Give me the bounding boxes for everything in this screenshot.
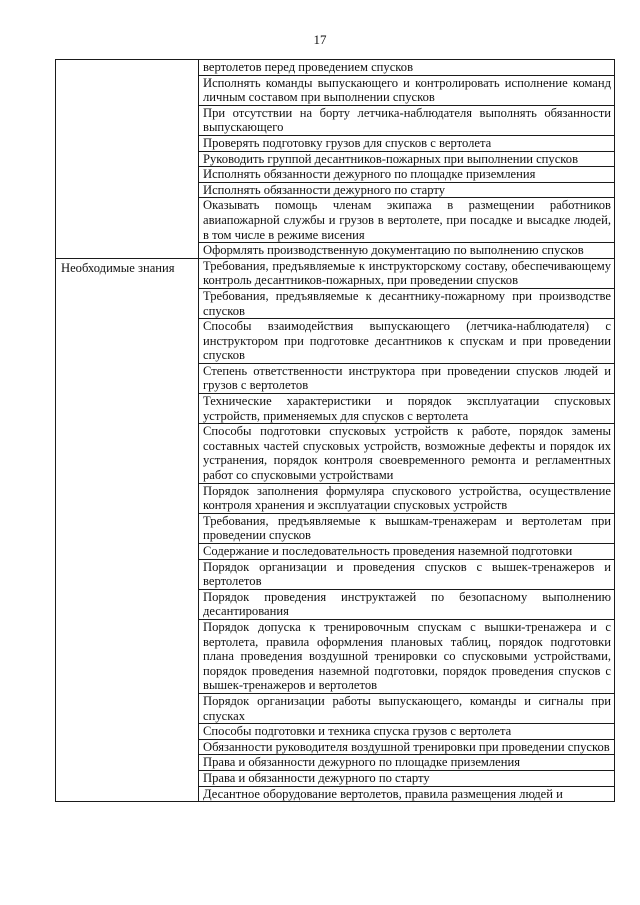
section-label: Необходимые знания bbox=[56, 258, 199, 801]
table-cell: Исполнять команды выпускающего и контролировать исполнение команд личным составом при выполнении спусков bbox=[199, 75, 615, 105]
table-cell: Технические характеристики и порядок эксплуатации спусковых устройств, применяемых для спусков с вертолета bbox=[199, 394, 615, 424]
table-cell: Порядок заполнения формуляра спускового устройства, осуществление контроля хранения и эксплуатации спусковых устройств bbox=[199, 483, 615, 513]
table-cell: При отсутствии на борту летчика-наблюдателя выполнять обязанности выпускающего bbox=[199, 105, 615, 135]
qualification-table bbox=[55, 59, 615, 802]
table-body bbox=[56, 60, 615, 802]
table-cell: Порядок организации и проведения спусков с вышек-тренажеров и вертолетов bbox=[199, 559, 615, 589]
table-cell: Содержание и последовательность проведения наземной подготовки bbox=[199, 544, 615, 560]
table-cell: Порядок организации работы выпускающего, команды и сигналы при спусках bbox=[199, 693, 615, 723]
table-cell: Способы подготовки и техника спуска грузов с вертолета bbox=[199, 724, 615, 740]
table-cell: Требования, предъявляемые к десантнику-пожарному при производстве спусков bbox=[199, 288, 615, 318]
table-cell: Требования, предъявляемые к вышкам-тренажерам и вертолетам при проведении спусков bbox=[199, 513, 615, 543]
table-cell: Исполнять обязанности дежурного по старту bbox=[199, 182, 615, 198]
table-cell: вертолетов перед проведением спусков bbox=[199, 60, 615, 76]
table-cell: Десантное оборудование вертолетов, правила размещения людей и bbox=[199, 786, 615, 802]
table-cell: Проверять подготовку грузов для спусков с вертолета bbox=[199, 135, 615, 151]
table-cell: Исполнять обязанности дежурного по площадке приземления bbox=[199, 167, 615, 183]
table-cell: Права и обязанности дежурного по старту bbox=[199, 770, 615, 786]
table-cell: Степень ответственности инструктора при проведении спусков людей и грузов с вертолетов bbox=[199, 363, 615, 393]
table-cell: Права и обязанности дежурного по площадке приземления bbox=[199, 755, 615, 771]
table-cell: Руководить группой десантников-пожарных при выполнении спусков bbox=[199, 151, 615, 167]
section-label bbox=[56, 60, 199, 259]
table-row bbox=[56, 258, 615, 288]
table-cell: Требования, предъявляемые к инструкторскому составу, обеспечивающему контроль десантников-пожарных, при проведении спусков bbox=[199, 258, 615, 288]
table-cell: Обязанности руководителя воздушной тренировки при проведении спусков bbox=[199, 739, 615, 755]
table-cell: Способы подготовки спусковых устройств к работе, порядок замены составных частей спусковых устройств, возможные дефекты и порядок их устранения, порядок контроля своевременного ремонта и регламентных работ со спусковыми устройствами bbox=[199, 424, 615, 483]
page-number: 17 bbox=[313, 32, 327, 47]
table-cell: Оказывать помощь членам экипажа в размещении работников авиапожарной службы и грузов в вертолете, при посадке и высадке людей, в том числе в режиме висения bbox=[199, 198, 615, 243]
table-row bbox=[56, 60, 615, 76]
table-cell: Порядок допуска к тренировочным спускам с вышки-тренажера и с вертолета, правила оформления плановых таблиц, порядок подготовки плана проведения воздушной тренировки со спусковыми устройствами, порядок проведения наземной подготовки, порядок проведения спусков с вышек-тренажеров и вертолетов bbox=[199, 619, 615, 693]
table-cell: Порядок проведения инструктажей по безопасному выполнению десантирования bbox=[199, 589, 615, 619]
table-cell: Способы взаимодействия выпускающего (летчика-наблюдателя) с инструктором при подготовке десантников к спускам и при проведении спусков bbox=[199, 319, 615, 364]
table-cell: Оформлять производственную документацию по выполнению спусков bbox=[199, 243, 615, 259]
